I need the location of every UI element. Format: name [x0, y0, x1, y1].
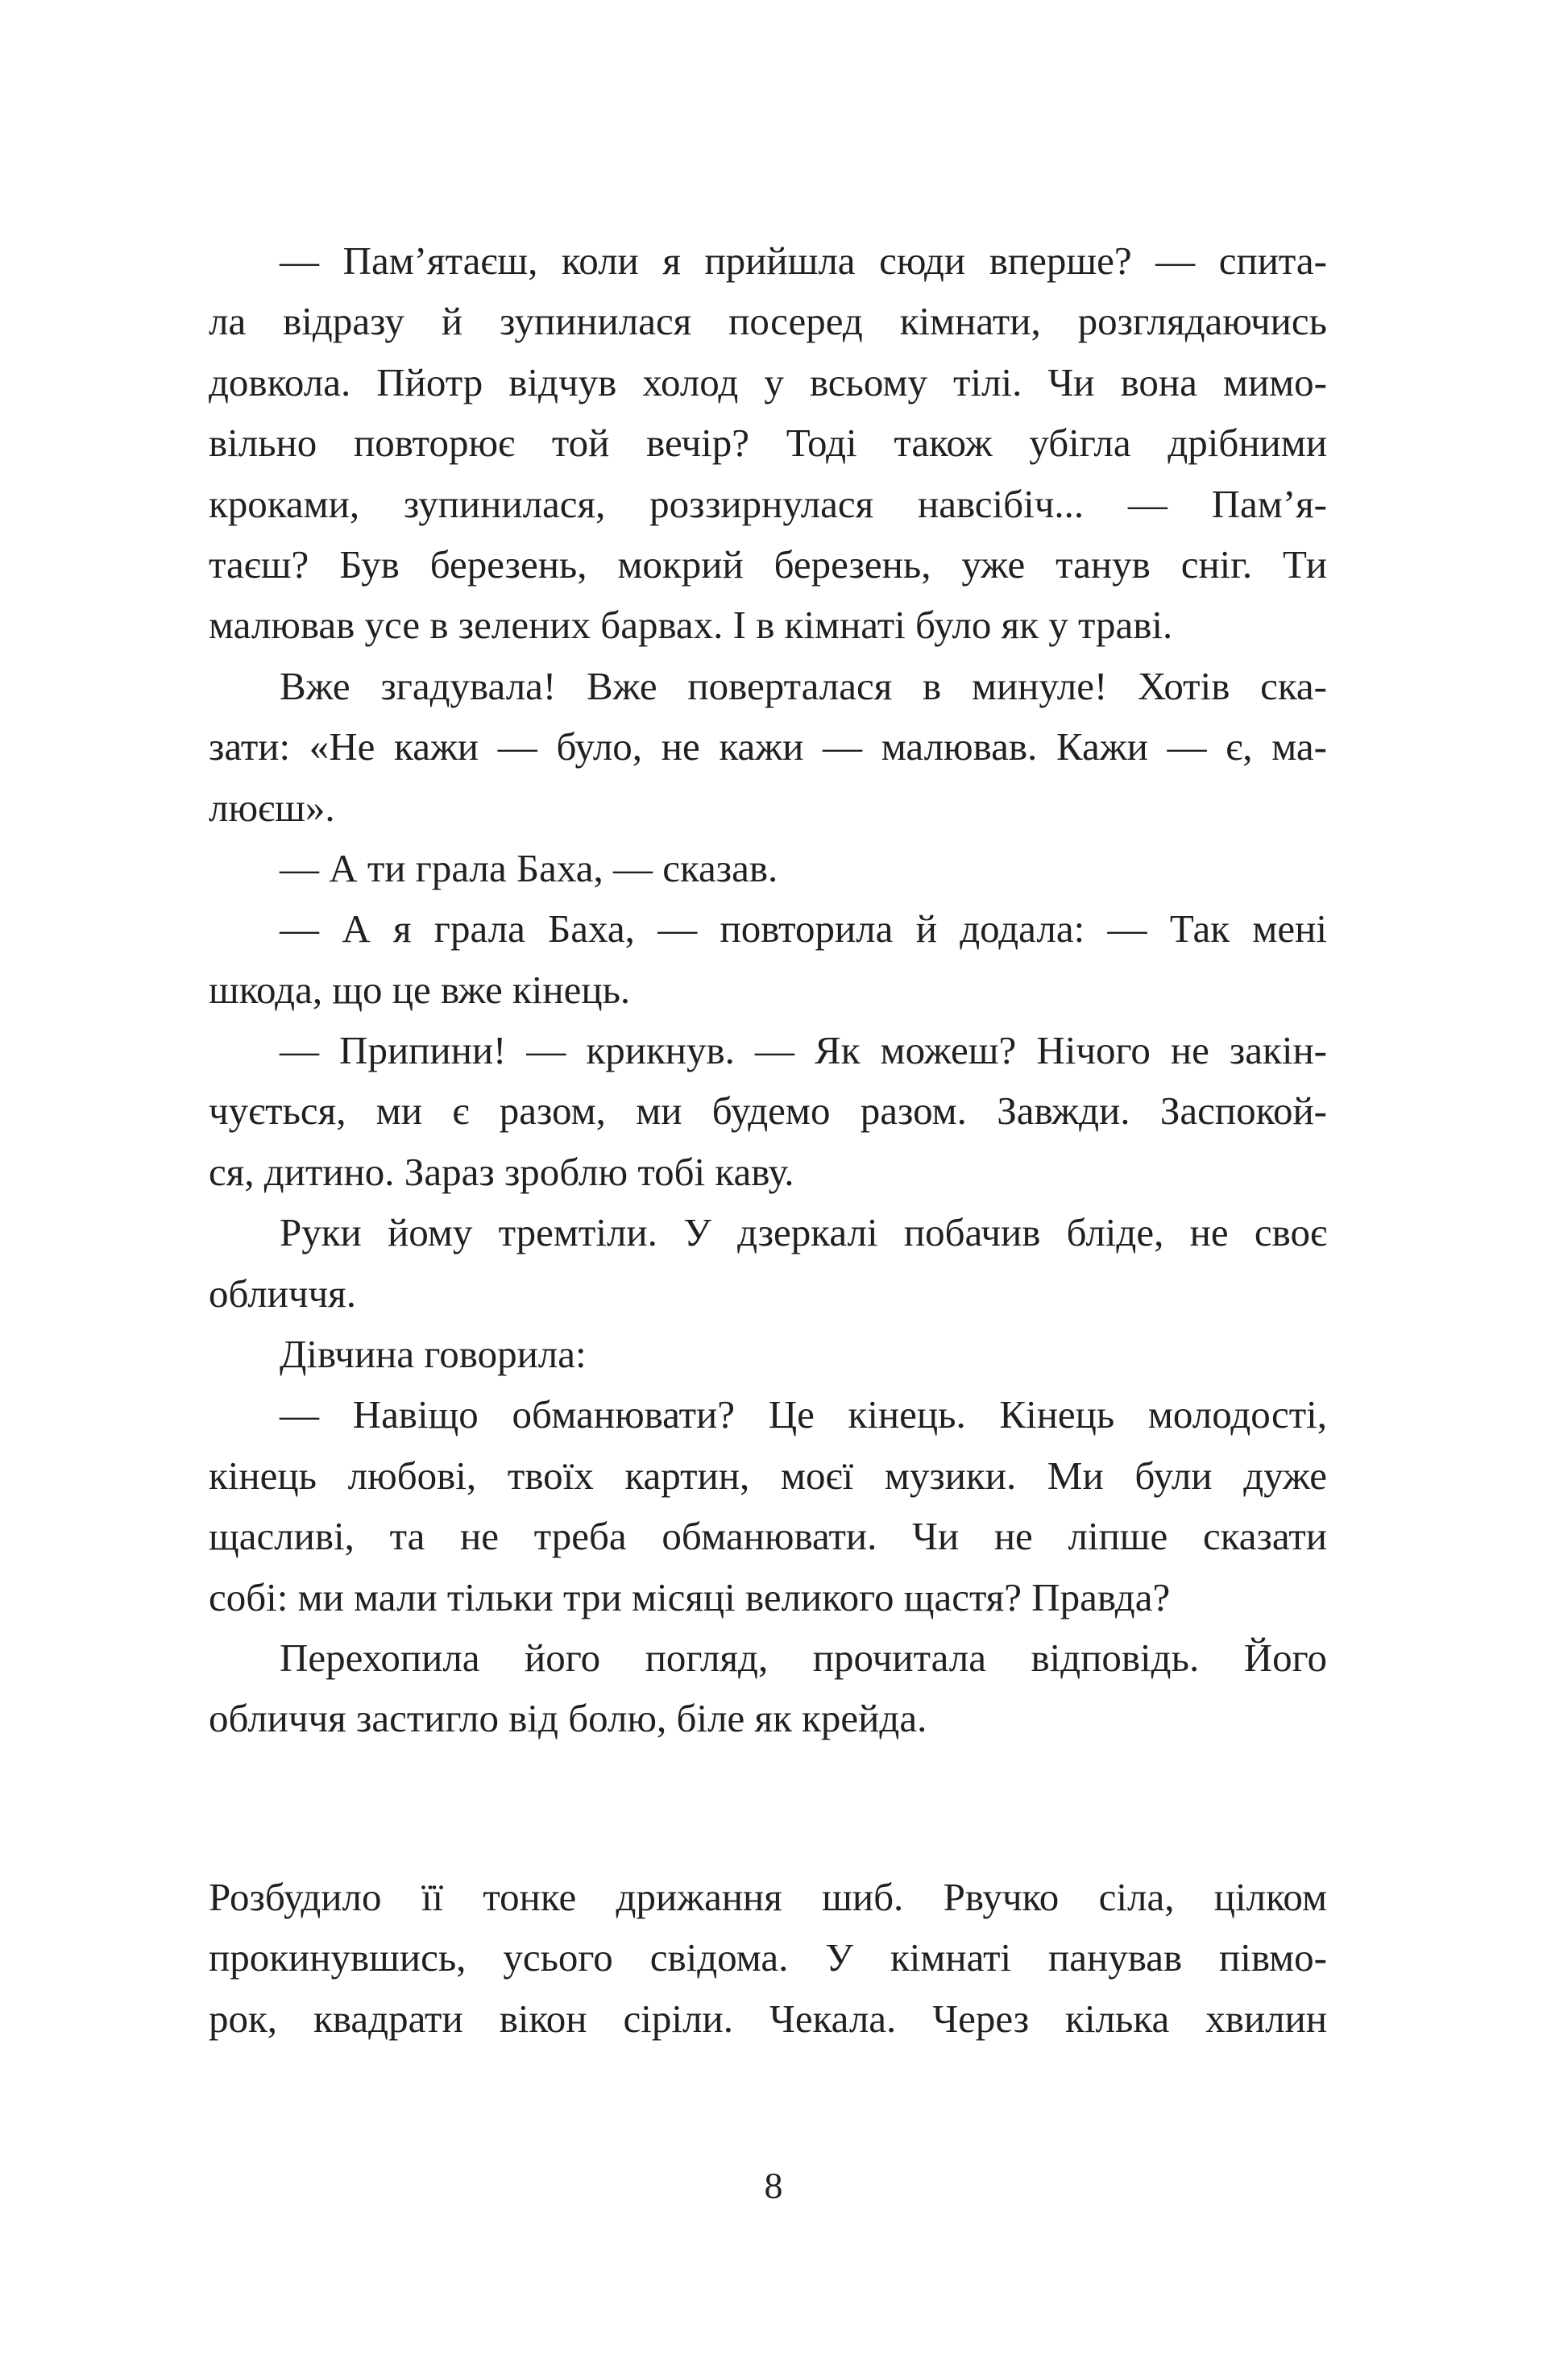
text-line: чується, ми є разом, ми будемо разом. Завжди. Заспокой-: [209, 1088, 1327, 1134]
text-line: зати: «Не кажи — було, не кажи — малював. Кажи — є, ма-: [209, 724, 1327, 769]
text-line: Розбудило її тонке дрижання шиб. Рвучко сіла, цілком: [209, 1875, 1327, 1919]
text-line: обличчя застигло від болю, біле як крейда.: [209, 1696, 927, 1741]
page-number: 8: [764, 2165, 783, 2206]
text-line: ла відразу й зупинилася посеред кімнати, розглядаючись: [209, 299, 1327, 344]
text-line: прокинувшись, усього свідома. У кімнаті панував півмо-: [209, 1935, 1327, 1980]
text-line: — А ти грала Баха, — сказав.: [280, 845, 778, 890]
text-line: ся, дитино. Зараз зроблю тобі каву.: [209, 1149, 794, 1194]
text-line: — Припини! — крикнув. — Як можеш? Нічого не закін-: [280, 1028, 1327, 1073]
text-line: — А я грала Баха, — повторила й додала: — Так мені: [280, 906, 1327, 952]
text-line: таєш? Був березень, мокрий березень, уже танув сніг. Ти: [209, 541, 1327, 587]
text-line: рок, квадрати вікон сіріли. Чекала. Через кілька хвилин: [209, 1996, 1327, 2041]
text-line: довкола. Пйотр відчув холод у всьому тілі. Чи вона мимо-: [209, 359, 1327, 404]
new-section-text-block: [209, 1867, 1327, 2049]
text-line: малював усе в зелених барвах. І в кімнаті було як у траві.: [209, 603, 1173, 648]
text-line: вільно повторює той вечір? Тоді також убігла дрібними: [209, 421, 1327, 466]
text-line: кінець любові, твоїх картин, моєї музики. Ми були дуже: [209, 1453, 1327, 1498]
text-line: Вже згадувала! Вже поверталася в минуле! Хотів ска-: [280, 663, 1327, 708]
main-text-block: [209, 230, 1327, 1749]
text-line: обличчя.: [209, 1271, 356, 1316]
text-line: собі: ми мали тільки три місяці великого щастя? Правда?: [209, 1574, 1171, 1619]
text-line: люєш».: [209, 785, 335, 830]
text-line: Руки йому тремтіли. У дзеркалі побачив бліде, не своє: [280, 1210, 1327, 1255]
text-line: Перехопила його погляд, прочитала відповідь. Його: [280, 1635, 1327, 1680]
text-line: — Пам’ятаєш, коли я прийшла сюди вперше? — спита-: [280, 238, 1327, 283]
text-line: шкода, що це вже кінець.: [209, 967, 631, 1012]
text-line: щасливі, та не треба обманювати. Чи не ліпше сказати: [209, 1514, 1327, 1559]
text-line: — Навіщо обманювати? Це кінець. Кінець молодості,: [280, 1392, 1327, 1437]
text-line: кроками, зупинилася, роззирнулася навсібіч... — Пам’я-: [209, 481, 1327, 526]
text-line: Дівчина говорила:: [280, 1332, 587, 1377]
